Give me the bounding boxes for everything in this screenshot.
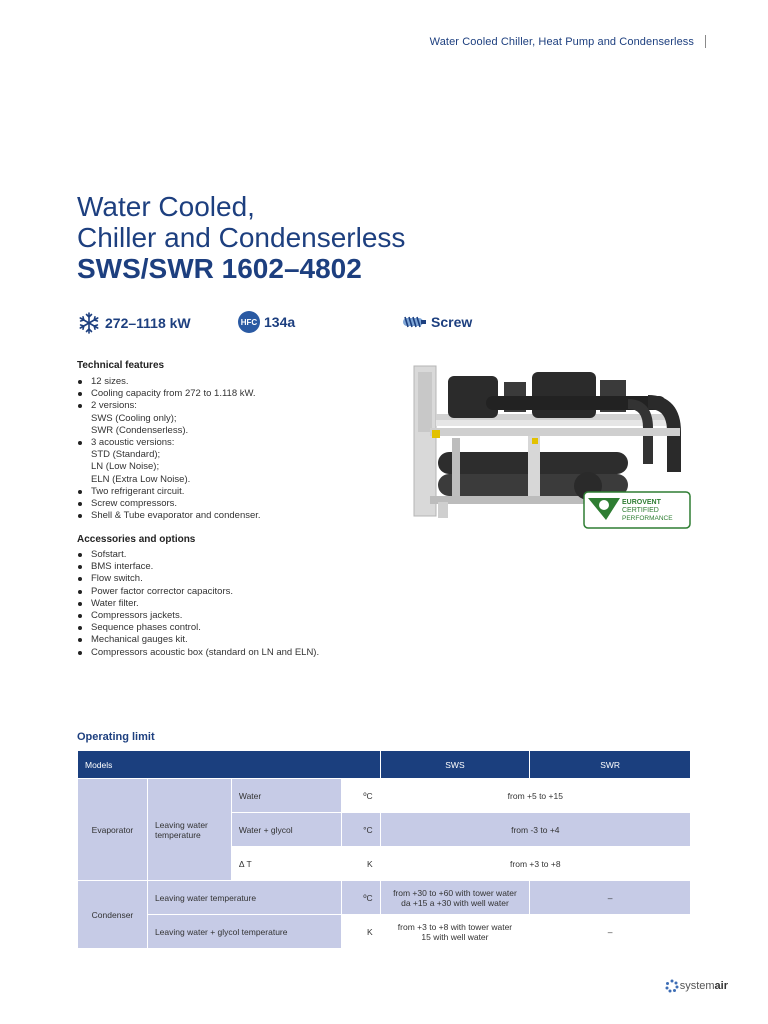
hfc-badge-icon: HFC xyxy=(238,311,260,333)
evap-glycol-value: from -3 to +4 xyxy=(380,813,690,847)
water-glycol-label: Water + glycol xyxy=(231,813,341,847)
header-swr: SWR xyxy=(530,751,691,779)
cond-lwt-sws-line-1: from +30 to +60 with tower water xyxy=(393,887,517,898)
unit-cell: ºC xyxy=(341,881,380,915)
unit-cell: ºC xyxy=(341,779,380,813)
brand-name xyxy=(680,980,728,992)
cert-line-1: EUROVENT xyxy=(622,499,661,506)
list-item-text: 2 versions: xyxy=(91,400,137,412)
systemair-logo-icon xyxy=(664,978,680,994)
spec-refrigerant xyxy=(238,311,295,333)
spec-compressor xyxy=(401,311,472,333)
list-item: 12 sizes. xyxy=(77,376,261,388)
list-item-subline: LN (Low Noise); xyxy=(91,461,160,473)
eurovent-certified-seal xyxy=(584,492,690,528)
unit-cell: K xyxy=(341,915,380,949)
cond-lwgt-swr-value: – xyxy=(530,915,691,949)
cond-lwt-label: Leaving water temperature xyxy=(147,881,341,915)
systemair-logo xyxy=(664,978,728,994)
delta-t-label: Δ T xyxy=(231,847,341,881)
title-line-1: Water Cooled, xyxy=(77,191,255,222)
cond-lwt-swr-value: – xyxy=(530,881,691,915)
header-divider xyxy=(705,35,706,48)
cond-lwt-sws-value xyxy=(380,881,530,915)
cond-lwgt-sws-line-2: 15 with well water xyxy=(421,931,489,942)
list-item: Power factor corrector capacitors. xyxy=(77,586,319,598)
list-item xyxy=(77,400,261,437)
header-sws: SWS xyxy=(380,751,530,779)
table-row xyxy=(78,779,691,813)
list-item: Sequence phases control. xyxy=(77,622,319,634)
chiller-product-image xyxy=(408,362,696,532)
evaporator-label: Evaporator xyxy=(78,779,148,881)
technical-features-list xyxy=(77,376,261,522)
accessories-list xyxy=(77,549,319,659)
technical-features-heading: Technical features xyxy=(77,360,165,371)
list-item: Water filter. xyxy=(77,598,319,610)
cond-lwgt-sws-value xyxy=(380,915,530,949)
header-models: Models xyxy=(78,751,381,779)
list-item: Flow switch. xyxy=(77,573,319,585)
cond-lwgt-label: Leaving water + glycol temperature xyxy=(147,915,341,949)
list-item: Mechanical gauges kit. xyxy=(77,634,319,646)
list-item: BMS interface. xyxy=(77,561,319,573)
brand-suffix: air xyxy=(714,980,728,992)
table-row xyxy=(78,915,691,949)
list-item-subline: ELN (Extra Low Noise). xyxy=(91,473,191,485)
water-label: Water xyxy=(231,779,341,813)
evap-water-value: from +5 to +15 xyxy=(380,779,690,813)
page-title xyxy=(77,191,405,284)
list-item-text: 3 acoustic versions: xyxy=(91,437,175,449)
header-title: Water Cooled Chiller, Heat Pump and Condenserless xyxy=(429,36,694,48)
unit-cell: °C xyxy=(341,813,380,847)
list-item: Two refrigerant circuit. xyxy=(77,486,261,498)
spec-capacity xyxy=(77,311,191,335)
screw-compressor-icon xyxy=(401,311,427,333)
list-item: Shell & Tube evaporator and condenser. xyxy=(77,510,261,522)
list-item: Sofstart. xyxy=(77,549,319,561)
cert-line-2: CERTIFIED xyxy=(622,507,659,514)
list-item: Cooling capacity from 272 to 1.118 kW. xyxy=(77,388,261,400)
list-item xyxy=(77,437,261,486)
operating-limit-heading: Operating limit xyxy=(77,731,155,743)
condenser-label: Condenser xyxy=(78,881,148,949)
list-item-subline: SWR (Condenserless). xyxy=(91,424,189,436)
cert-line-3: PERFORMANCE xyxy=(622,515,673,522)
cond-lwgt-sws-line-1: from +3 to +8 with tower water xyxy=(397,921,513,932)
accessories-heading: Accessories and options xyxy=(77,534,196,545)
compressor-value: Screw xyxy=(431,314,473,330)
title-line-2: Chiller and Condenserless xyxy=(77,222,406,253)
refrigerant-value: 134a xyxy=(264,314,296,330)
snowflake-icon xyxy=(77,311,101,335)
evap-delta-value: from +3 to +8 xyxy=(380,847,690,881)
brand-prefix: system xyxy=(679,980,715,992)
cond-lwt-sws-line-2: da +15 a +30 with well water xyxy=(401,897,509,908)
table-header-row xyxy=(78,751,691,779)
capacity-value: 272–1118 kW xyxy=(105,315,191,331)
title-model: SWS/SWR 1602–4802 xyxy=(77,253,362,284)
list-item-subline: STD (Standard); xyxy=(91,449,161,461)
list-item-subline: SWS (Cooling only); xyxy=(91,412,177,424)
list-item: Compressors jackets. xyxy=(77,610,319,622)
leaving-water-temp-label: Leaving water temperature xyxy=(147,779,231,881)
list-item: Screw compressors. xyxy=(77,498,261,510)
operating-limit-table xyxy=(77,750,691,949)
list-item: Compressors acoustic box (standard on LN and ELN). xyxy=(77,647,319,659)
unit-cell: K xyxy=(341,847,380,881)
table-row xyxy=(78,881,691,915)
